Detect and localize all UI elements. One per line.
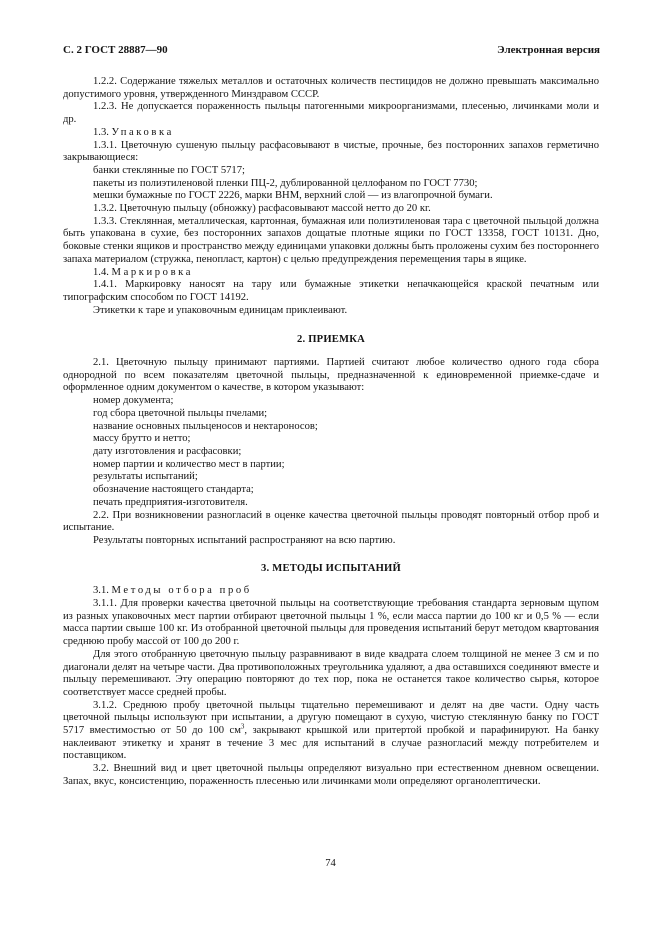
subheading-marking [63, 267, 599, 280]
list-item: номер партии и количество мест в партии; [93, 458, 285, 470]
page-number: 74 [325, 858, 336, 869]
subheading-title: Упаковка [111, 126, 174, 138]
paragraph-repeat-results: Результаты повторных испытаний распространяют на всю партию. [93, 534, 396, 546]
list-item: номер документа; [93, 395, 174, 407]
header-standard-ref: С. 2 ГОСТ 28887—90 [63, 44, 168, 56]
subheading-title: Маркировка [111, 266, 194, 278]
section-title-test-methods: 3. МЕТОДЫ ИСПЫТАНИЙ [261, 562, 401, 574]
list-item: год сбора цветочной пыльцы пчелами; [93, 407, 268, 419]
paragraph-1-3-1: 1.3.1. Цветочную сушеную пыльцу расфасовывают в чистые, прочные, без посторонних запахов герметично закрывающиеся: [63, 139, 599, 164]
paragraph-1-2-3: 1.2.3. Не допускается пораженность пыльцы патогенными микроорганизмами, плесенью, личинками моли и др. [63, 101, 599, 126]
list-item: печать предприятия-изготовителя. [93, 496, 248, 508]
section-title-acceptance: 2. ПРИЕМКА [297, 334, 365, 346]
list-item: массу брутто и нетто; [93, 433, 191, 445]
paragraph-2-1: 2.1. Цветочную пыльцу принимают партиями. Партией считают любое количество одного года сбора однородной по всем показателям цветочной пыльцы, предназначенной к единовременной приемке-сдаче и оформленное одним документом о качестве, в котором указывают: [63, 357, 599, 394]
paragraph-3-2: 3.2. Внешний вид и цвет цветочной пыльцы определяют визуально при естественном дневном освещении. Запах, вкус, консистенцию, пораженность плесенью или личинками моли определяют органолептически. [63, 763, 599, 787]
list-item: пакеты из полиэтиленовой пленки ПЦ-2, дублированной целлофаном по ГОСТ 7730; [93, 177, 478, 189]
paragraph-text: 3.1.2. Среднюю пробу цветочной пыльцы тщательно перемешивают и делят на две части. Одну часть цветочной пыльцы используют при испытании, а другую помещают в сухую, чистую стеклянную банку по ГОСТ 5717 вместимостью от 50 до 100 см [63, 699, 599, 737]
paragraph-2-2: 2.2. При возникновении разногласий в оценке качества цветочной пыльцы проводят повторный отбор проб и испытание. [63, 509, 599, 534]
list-item: банки стеклянные по ГОСТ 5717; [93, 164, 245, 176]
paragraph-3-1-2 [63, 700, 599, 764]
paragraph-3-1-1: 3.1.1. Для проверки качества цветочной пыльцы на соответствующие требования стандарта зерновым щупом из разных упаковочных мест партии отбирают цветочной пыльцы 1 %, если масса партии до 100 кг и 0,5 % — если масса партии свыше 100 кг. Из отобранной цветочной пыльцы для проведения испытаний берут методом квартования среднюю пробу массой от 100 до 200 г. [63, 598, 599, 648]
subheading-number: 1.4. [93, 266, 109, 278]
subheading-number: 1.3. [93, 126, 109, 138]
list-item: обозначение настоящего стандарта; [93, 484, 254, 496]
paragraph-text: , закрывают крышкой или притертой пробкой и парафинируют. На банку наклеивают этикетку и хранят в течение 3 мес для испытаний в случае разногласий между потребителем и поставщиком. [63, 725, 599, 762]
list-item: дату изготовления и расфасовки; [93, 445, 242, 457]
paragraph-quartering: Для этого отобранную цветочную пыльцу разравнивают в виде квадрата слоем толщиной не менее 3 см и по диагонали делят на четыре части. Два противоположных треугольника удаляют, а два оставшихся соединяют вместе и пыльцу перемешивают. Эту операцию повторяют до тех пор, пока не останется такое количество сырья, которое соответствует массе средней пробы. [63, 648, 599, 698]
paragraph-labels: Этикетки к таре и упаковочным единицам приклеивают. [93, 304, 348, 316]
document-body [63, 76, 599, 789]
list-item: мешки бумажные по ГОСТ 2226, марки ВНМ, верхний слой — из влагопрочной бумаги. [93, 190, 493, 202]
subheading-sampling [63, 585, 599, 598]
paragraph-1-4-1: 1.4.1. Маркировку наносят на тару или бумажные этикетки непачкающейся краской печатным или типографским способом по ГОСТ 14192. [63, 279, 599, 303]
header-electronic-version: Электронная версия [497, 44, 600, 56]
list-item: результаты испытаний; [93, 471, 198, 483]
unit-superscript: 3 [240, 722, 245, 731]
paragraph-1-3-2: 1.3.2. Цветочную пыльцу (обножку) расфасовывают массой нетто до 20 кг. [93, 203, 431, 215]
paragraph-1-3-3: 1.3.3. Стеклянная, металлическая, картонная, бумажная или полиэтиленовая тара с цветочной пыльцой должна быть упакована в сухие, без посторонних запахов дощатые плотные ящики по ГОСТ 13358, ГОСТ 10131. Дно, боковые стенки ящиков и пространство между единицами упаковки должны быть проложены сухим без постороннего запаха материалом (стружка, пенопласт, картон) с целью предупреждения перемещения тары в ящике. [63, 215, 599, 265]
subheading-title: Методы отбора проб [111, 585, 252, 597]
list-item: название основных пыльценосов и нектароносов; [93, 420, 318, 432]
subheading-packaging [63, 127, 599, 140]
paragraph-1-2-2: 1.2.2. Содержание тяжелых металлов и остаточных количеств пестицидов не должно превышать максимально допустимого уровня, утвержденного Минздравом СССР. [63, 76, 599, 100]
subheading-number: 3.1. [93, 585, 109, 597]
